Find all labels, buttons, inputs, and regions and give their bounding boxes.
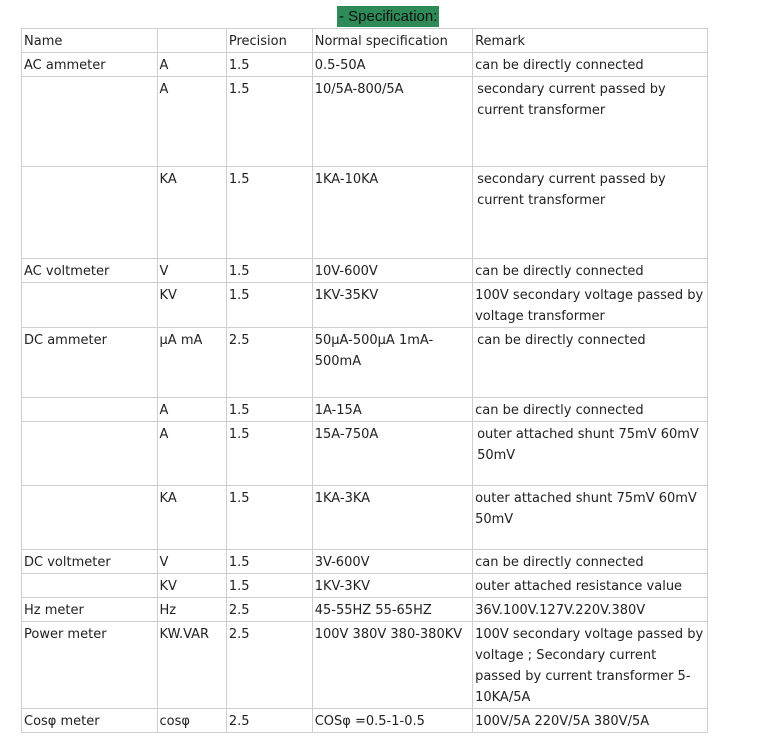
cell-remark: can be directly connected xyxy=(473,398,708,422)
cell-spec: 10/5A-800/5A xyxy=(312,77,472,167)
cell-precision: 1.5 xyxy=(226,550,312,574)
cell-remark: 100V secondary voltage passed by voltage transformer xyxy=(473,283,708,328)
cell-name: AC voltmeter xyxy=(22,259,158,283)
cell-unit: V xyxy=(157,259,226,283)
cell-spec: 1KV-35KV xyxy=(312,283,472,328)
cell-spec: 50μA-500μA 1mA-500mA xyxy=(312,328,472,398)
cell-precision: 1.5 xyxy=(226,167,312,259)
header-remark: Remark xyxy=(473,29,708,53)
cell-name: Cosφ meter xyxy=(22,709,158,733)
header-spec: Normal specification xyxy=(312,29,472,53)
table-row xyxy=(22,598,708,622)
cell-unit: KW.VAR xyxy=(157,622,226,709)
cell-name: DC ammeter xyxy=(22,328,158,398)
table-row xyxy=(22,53,708,77)
header-name: Name xyxy=(22,29,158,53)
cell-unit: KA xyxy=(157,486,226,550)
table-row xyxy=(22,398,708,422)
cell-precision: 1.5 xyxy=(226,77,312,167)
cell-precision: 2.5 xyxy=(226,598,312,622)
specification-table xyxy=(21,28,708,733)
table-row xyxy=(22,422,708,486)
cell-unit: μA mA xyxy=(157,328,226,398)
cell-precision: 1.5 xyxy=(226,259,312,283)
cell-precision: 1.5 xyxy=(226,398,312,422)
cell-spec: 10V-600V xyxy=(312,259,472,283)
cell-remark: outer attached shunt 75mV 60mV 50mV xyxy=(473,486,708,550)
cell-spec: 1KA-3KA xyxy=(312,486,472,550)
table-row xyxy=(22,259,708,283)
cell-precision: 2.5 xyxy=(226,328,312,398)
cell-remark: 100V secondary voltage passed by voltage ; Secondary current passed by current transformer 5-10KA/5A xyxy=(473,622,708,709)
cell-remark: secondary current passed by current transformer xyxy=(473,77,708,167)
cell-name xyxy=(22,486,158,550)
title-container xyxy=(0,6,768,28)
cell-unit: A xyxy=(157,77,226,167)
table-row xyxy=(22,328,708,398)
cell-spec: 3V-600V xyxy=(312,550,472,574)
cell-unit: A xyxy=(157,422,226,486)
table-row xyxy=(22,486,708,550)
table-row xyxy=(22,709,708,733)
cell-remark: secondary current passed by current transformer xyxy=(473,167,708,259)
cell-spec: COSφ =0.5-1-0.5 xyxy=(312,709,472,733)
cell-precision: 1.5 xyxy=(226,486,312,550)
cell-remark: 100V/5A 220V/5A 380V/5A xyxy=(473,709,708,733)
cell-remark: can be directly connected xyxy=(473,550,708,574)
cell-name: Power meter xyxy=(22,622,158,709)
cell-name: AC ammeter xyxy=(22,53,158,77)
cell-remark: can be directly connected xyxy=(473,328,708,398)
cell-precision: 1.5 xyxy=(226,283,312,328)
cell-unit: KV xyxy=(157,283,226,328)
table-row xyxy=(22,550,708,574)
cell-remark: can be directly connected xyxy=(473,53,708,77)
header-precision: Precision xyxy=(226,29,312,53)
cell-name xyxy=(22,422,158,486)
cell-name xyxy=(22,283,158,328)
cell-precision: 2.5 xyxy=(226,622,312,709)
cell-remark: can be directly connected xyxy=(473,259,708,283)
cell-unit: Hz xyxy=(157,598,226,622)
cell-spec: 45-55HZ 55-65HZ xyxy=(312,598,472,622)
header-unit xyxy=(157,29,226,53)
cell-spec: 1KA-10KA xyxy=(312,167,472,259)
cell-remark: outer attached resistance value xyxy=(473,574,708,598)
cell-precision: 1.5 xyxy=(226,574,312,598)
cell-unit: cosφ xyxy=(157,709,226,733)
cell-spec: 0.5-50A xyxy=(312,53,472,77)
cell-name xyxy=(22,398,158,422)
cell-spec: 15A-750A xyxy=(312,422,472,486)
cell-spec: 100V 380V 380-380KV xyxy=(312,622,472,709)
cell-precision: 2.5 xyxy=(226,709,312,733)
cell-name xyxy=(22,167,158,259)
header-row xyxy=(22,29,708,53)
cell-unit: A xyxy=(157,53,226,77)
table-row xyxy=(22,574,708,598)
cell-name: Hz meter xyxy=(22,598,158,622)
table-row xyxy=(22,77,708,167)
table-row xyxy=(22,283,708,328)
cell-name xyxy=(22,574,158,598)
cell-spec: 1KV-3KV xyxy=(312,574,472,598)
table-row xyxy=(22,622,708,709)
cell-unit: A xyxy=(157,398,226,422)
cell-name xyxy=(22,77,158,167)
cell-remark: 36V.100V.127V.220V.380V xyxy=(473,598,708,622)
page-title: - Specification: xyxy=(339,8,438,25)
cell-precision: 1.5 xyxy=(226,53,312,77)
cell-unit: KA xyxy=(157,167,226,259)
table-row xyxy=(22,167,708,259)
cell-precision: 1.5 xyxy=(226,422,312,486)
cell-unit: V xyxy=(157,550,226,574)
cell-unit: KV xyxy=(157,574,226,598)
cell-spec: 1A-15A xyxy=(312,398,472,422)
cell-remark: outer attached shunt 75mV 60mV 50mV xyxy=(473,422,708,486)
cell-name: DC voltmeter xyxy=(22,550,158,574)
